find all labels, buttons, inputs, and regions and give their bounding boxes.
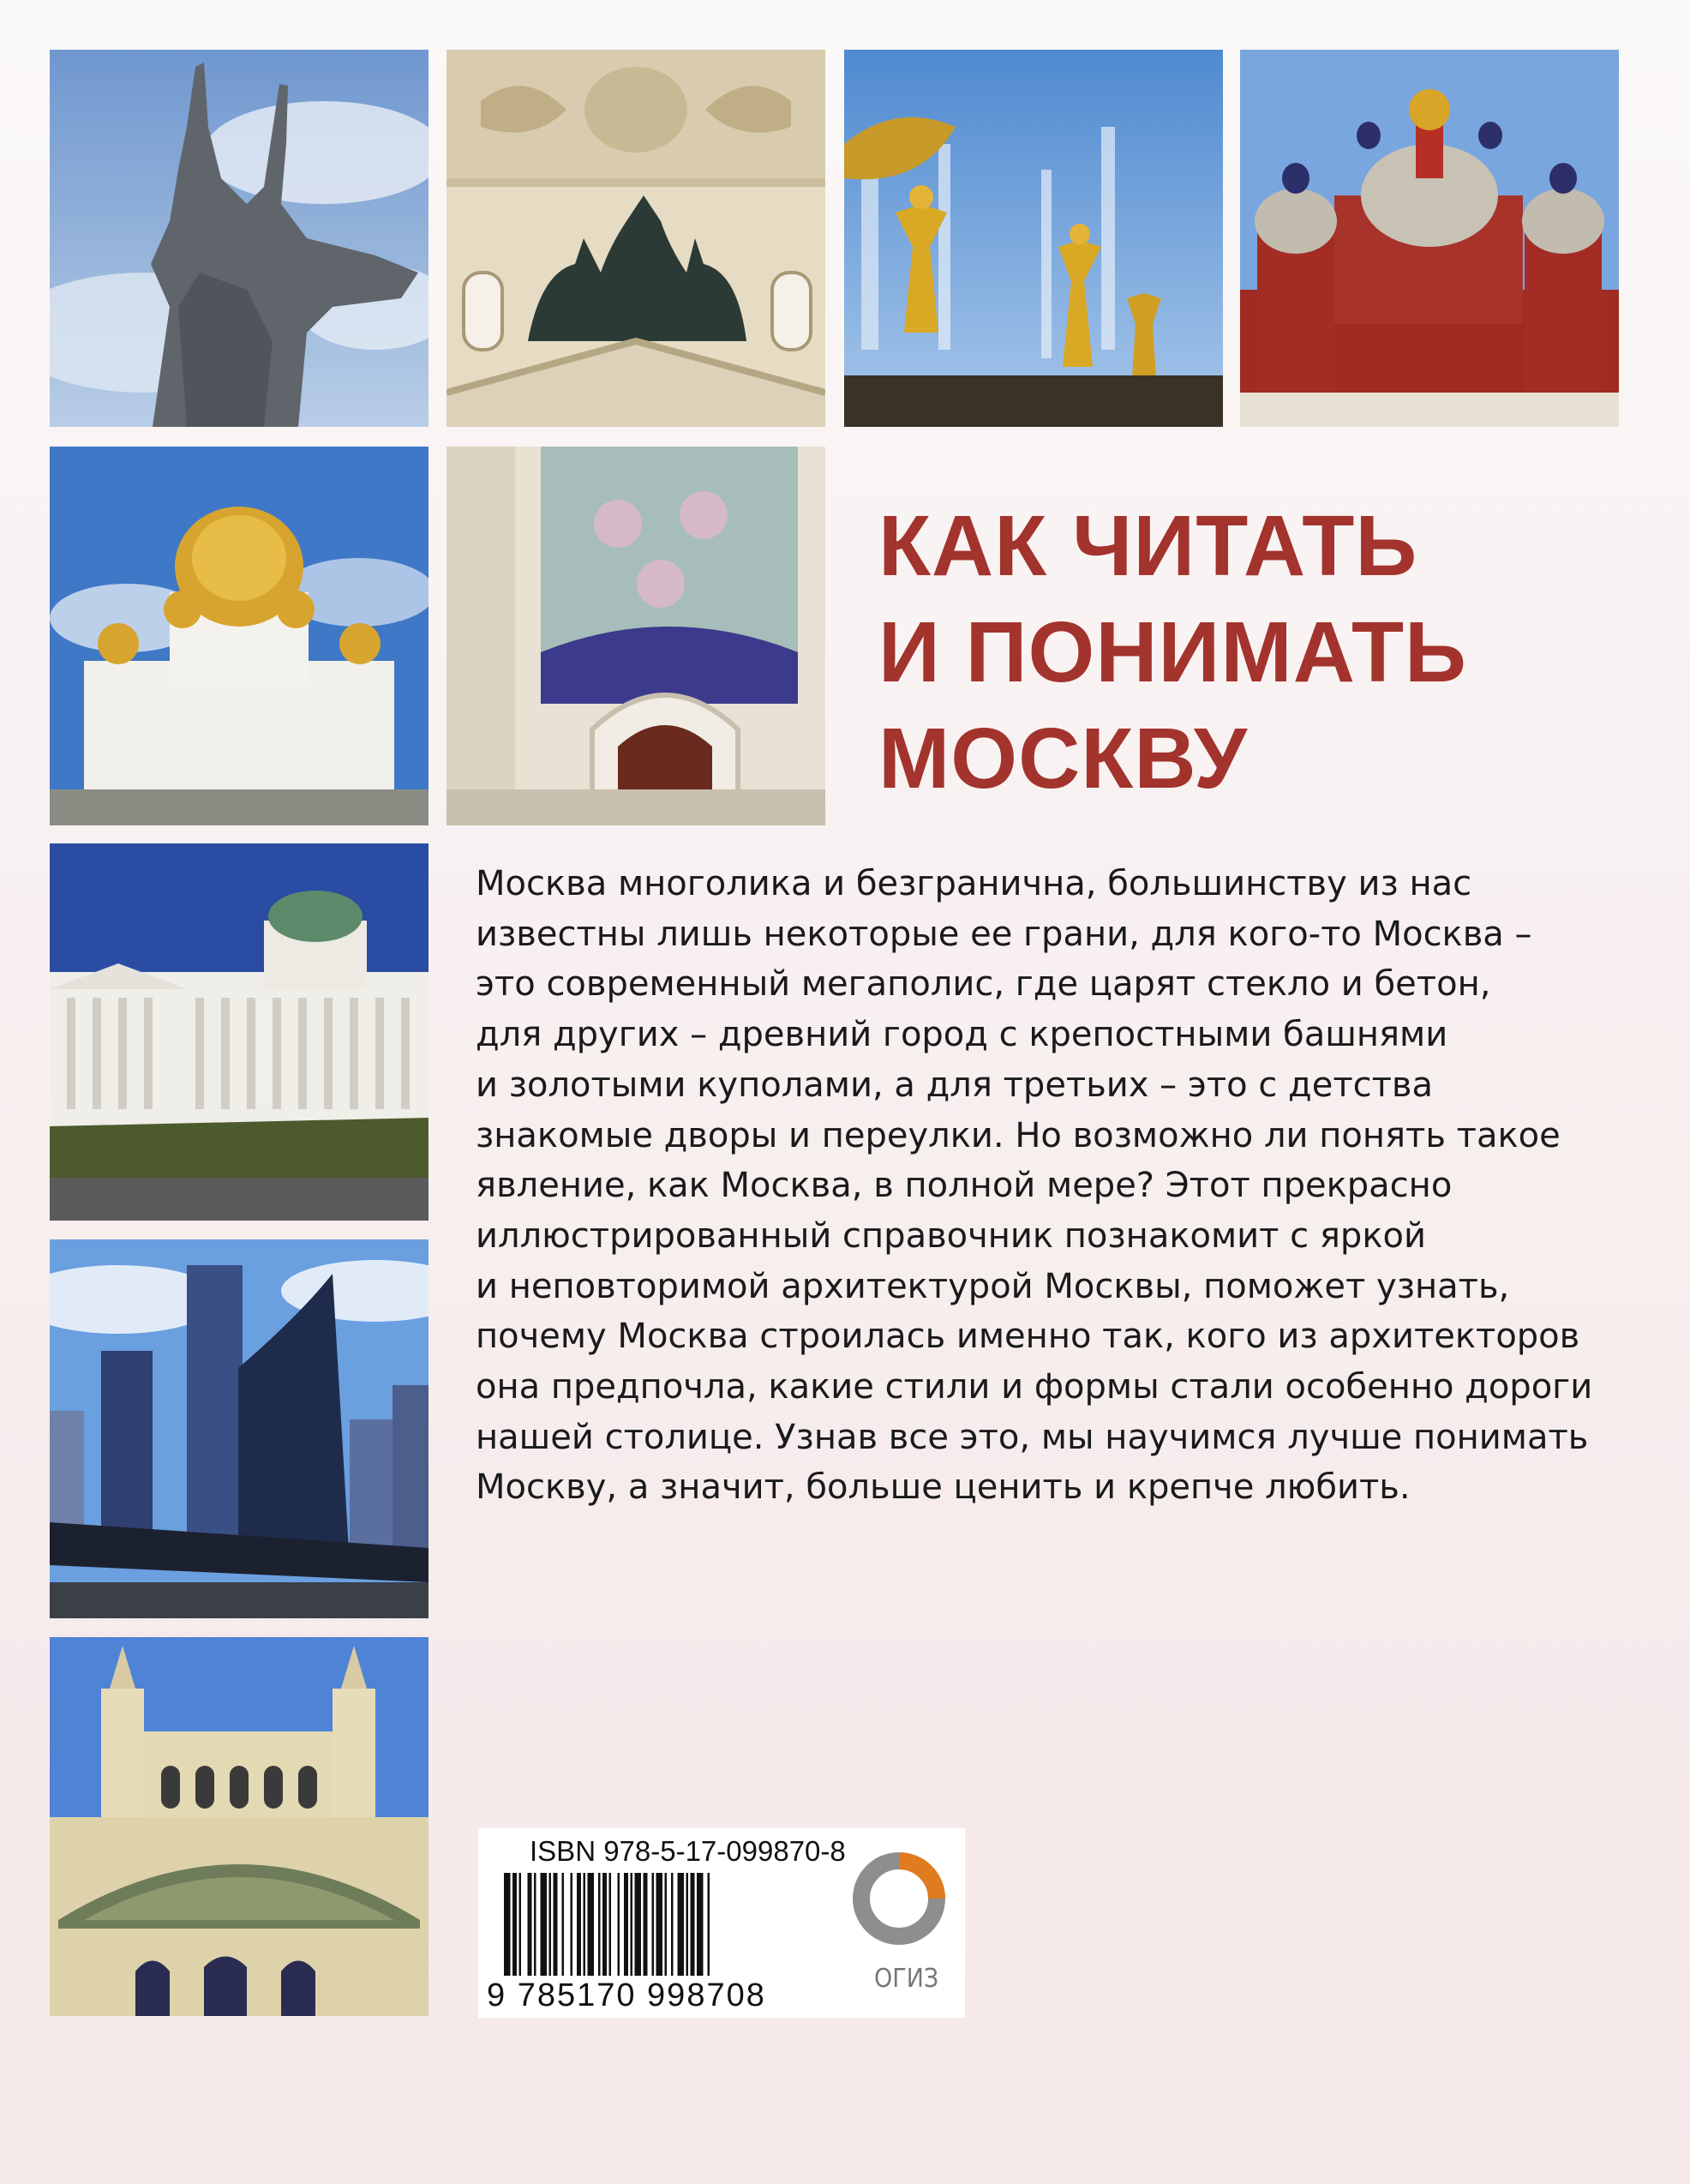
barcode-bar [519, 1873, 522, 1976]
description-line: для других – древний город с крепостными башнями [476, 1015, 1448, 1055]
barcode-bar [602, 1873, 607, 1976]
description-line: Москву, а значит, больше ценить и крепче любить. [476, 1467, 1411, 1508]
description-line: Москва многолика и безгранична, большинству из нас [476, 864, 1472, 903]
publisher-logo-label: ОГИЗ [874, 1964, 939, 1994]
pashkov-house-photo [50, 843, 428, 1221]
title-line-2: И ПОНИМАТЬ [878, 604, 1467, 700]
title-line-3: МОСКВУ [878, 711, 1248, 807]
barcode-bar [697, 1873, 704, 1976]
barcode-bar [598, 1873, 601, 1976]
barcode-bar [609, 1873, 612, 1976]
description-line: почему Москва строилась именно так, кого из архитекторов [476, 1317, 1580, 1357]
description-line: она предпочла, какие стили и формы стали особенно дороги [476, 1367, 1593, 1407]
barcode-bar [554, 1873, 558, 1976]
barcode-bar [577, 1873, 581, 1976]
ogiz-logo-icon [848, 1847, 950, 1950]
barcode-bar [678, 1873, 685, 1976]
st-clement-church-photo [1240, 50, 1619, 427]
barcode-bar [504, 1873, 511, 1976]
bolshoi-theatre-quadriga-photo [446, 50, 825, 427]
barcode-bar [624, 1873, 628, 1976]
book-title [878, 493, 1650, 812]
description-line: известны лишь некоторые ее грани, для кого-то Москва – [476, 914, 1532, 954]
barcode-bar [584, 1873, 586, 1976]
friendship-of-peoples-fountain-photo [844, 50, 1223, 427]
art-nouveau-building-photo [50, 1637, 428, 2016]
barcode-bar [541, 1873, 548, 1976]
barcode-bar [528, 1873, 532, 1976]
description-line: иллюстрированный справочник познакомит с яркой [476, 1215, 1426, 1256]
description-line: и неповторимой архитектурой Москвы, поможет узнать, [476, 1266, 1510, 1306]
barcode-bar [571, 1873, 573, 1976]
barcode-bar [691, 1873, 695, 1976]
art-nouveau-majolica-facade-photo [446, 447, 825, 825]
barcode-bar [534, 1873, 536, 1976]
worker-and-kolkhoz-woman-statue-photo [50, 50, 428, 427]
description-line: знакомые дворы и переулки. Но возможно ли понять такое [476, 1115, 1561, 1155]
cathedral-of-christ-the-saviour-photo [50, 447, 428, 825]
description-line: это современный мегаполис, где царят стекло и бетон, [476, 964, 1491, 1005]
barcode-bar [631, 1873, 633, 1976]
barcode-bar [656, 1873, 663, 1976]
barcode-bar [644, 1873, 648, 1976]
barcode-bar [512, 1873, 517, 1976]
book-description [476, 859, 1650, 1513]
description-line: явление, как Москва, в полной мере? Этот прекрасно [476, 1166, 1453, 1206]
barcode-bar [618, 1873, 620, 1976]
barcode-bar [588, 1873, 595, 1976]
barcode-icon [504, 1873, 888, 1976]
moscow-city-skyscrapers-photo [50, 1239, 428, 1618]
barcode-bar [652, 1873, 655, 1976]
barcode-digits: 9 785170 998708 [487, 1977, 766, 2013]
barcode-bar [686, 1873, 689, 1976]
barcode-bar [549, 1873, 552, 1976]
description-line: и золотыми куполами, а для третьих – это с детства [476, 1065, 1433, 1105]
description-line: нашей столице. Узнав все это, мы научимся лучше понимать [476, 1417, 1589, 1457]
title-line-1: КАК ЧИТАТЬ [878, 498, 1418, 594]
barcode-bar [671, 1873, 674, 1976]
isbn-label: ISBN 978-5-17-099870-8 [530, 1835, 846, 1867]
barcode-bar [635, 1873, 642, 1976]
isbn-barcode-block [478, 1828, 965, 2018]
barcode-bar [665, 1873, 668, 1976]
barcode-bar [562, 1873, 565, 1976]
barcode-bar [708, 1873, 710, 1976]
